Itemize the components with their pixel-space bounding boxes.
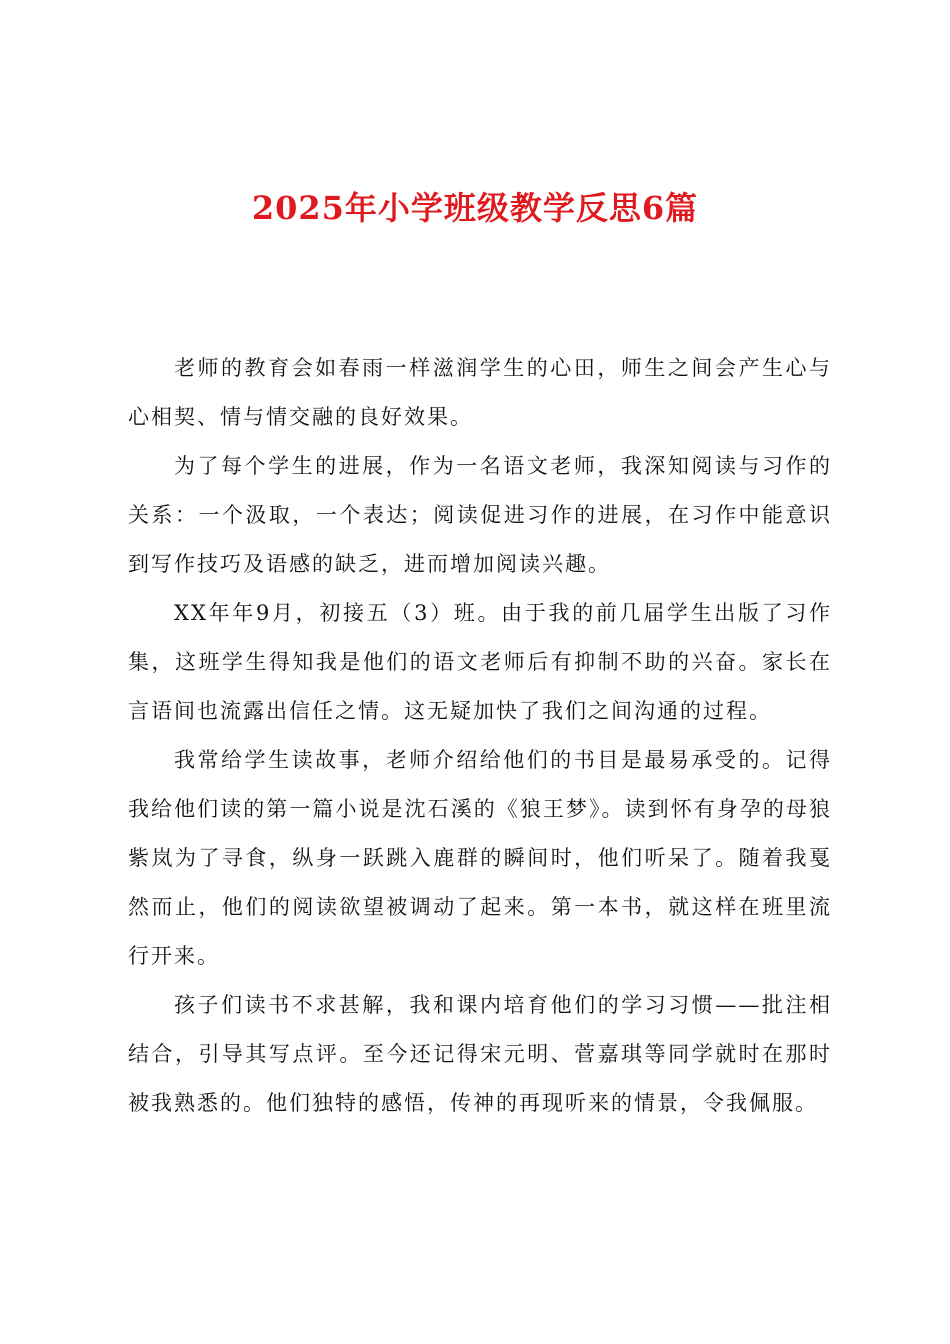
paragraph-5: 孩子们读书不求甚解，我和课内培育他们的学习习惯——批注相结合，引导其写点评。至今还记得宋元明、菅嘉琪等同学就时在那时被我熟悉的。他们独特的感悟，传神的再现听来的情景，令我佩服。	[128, 993, 832, 1115]
paragraph-4: 我常给学生读故事，老师介绍给他们的书目是最易承受的。记得我给他们读的第一篇小说是沈石溪的《狼王梦》。读到怀有身孕的母狼紫岚为了寻食，纵身一跃跳入鹿群的瞬间时，他们听呆了。随着我戛然而止，他们的阅读欲望被调动了起来。第一本书，就这样在班里流行开来。	[128, 748, 832, 968]
document-body	[128, 344, 832, 1128]
paragraph-2: 为了每个学生的进展，作为一名语文老师，我深知阅读与习作的关系：一个汲取，一个表达；阅读促进习作的进展，在习作中能意识到写作技巧及语感的缺乏，进而增加阅读兴趣。	[128, 454, 832, 576]
paragraph-3: XX年年9月，初接五（3）班。由于我的前几届学生出版了习作集，这班学生得知我是他们的语文老师后有抑制不助的兴奋。家长在言语间也流露出信任之情。这无疑加快了我们之间沟通的过程。	[128, 601, 832, 723]
paragraph-1: 老师的教育会如春雨一样滋润学生的心田，师生之间会产生心与心相契、情与情交融的良好效果。	[128, 356, 832, 429]
document-title: 2025年小学班级教学反思6篇	[251, 189, 699, 227]
